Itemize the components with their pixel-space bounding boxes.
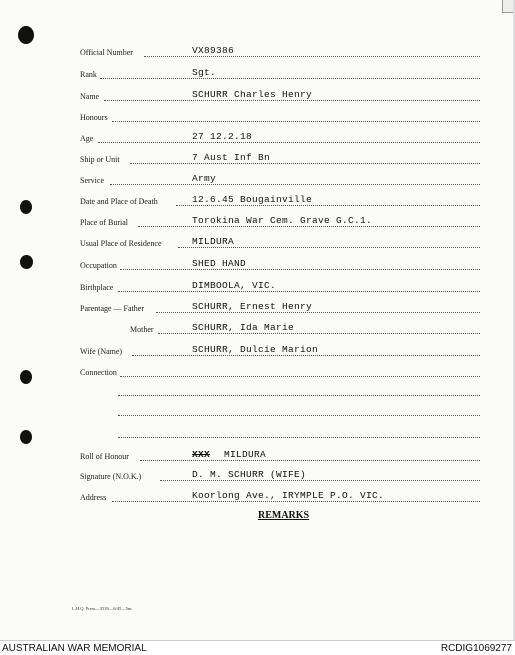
page-corner [502, 0, 513, 13]
remarks-heading: REMARKS [258, 510, 310, 521]
value-wife: SCHURR, Dulcie Marion [192, 344, 319, 355]
label-occupation: Occupation [80, 261, 117, 270]
footer-institution: AUSTRALIAN WAR MEMORIAL [2, 643, 147, 654]
value-name: SCHURR Charles Henry [192, 89, 313, 100]
dotted-line [178, 247, 480, 248]
footer-record-id: RCDIG1069277 [440, 643, 512, 654]
label-rank: Rank [80, 70, 97, 79]
value-age: 27 12.2.18 [192, 131, 253, 142]
label-name: Name [80, 92, 100, 101]
dotted-line [98, 142, 480, 143]
label-connection: Connection [80, 368, 117, 377]
value-roll-struck: XXX [192, 449, 211, 460]
dotted-line [158, 333, 480, 334]
value-service: Army [192, 173, 217, 184]
dotted-line [118, 395, 480, 396]
label-official-number: Official Number [80, 48, 133, 57]
dotted-line [118, 415, 480, 416]
value-signature: D. M. SCHURR (WIFE) [192, 469, 307, 480]
printer-imprint: L.H.Q. Press—3539—6/45—5m. [72, 606, 133, 611]
dotted-line [120, 269, 480, 270]
punch-hole [20, 200, 32, 214]
dotted-line [110, 184, 480, 185]
value-parentage-father: SCHURR, Ernest Henry [192, 301, 313, 312]
value-parentage-mother: SCHURR, Ida Marie [192, 322, 295, 333]
dotted-line [118, 437, 480, 438]
label-address: Address [80, 493, 107, 502]
value-occupation: SHED HAND [192, 258, 247, 269]
punch-hole [20, 370, 32, 384]
punch-hole [20, 255, 33, 269]
value-rank: Sgt. [192, 67, 217, 78]
value-place-of-burial: Torokina War Cem. Grave G.C.1. [192, 215, 373, 226]
dotted-line [144, 56, 480, 57]
value-usual-residence: MILDURA [192, 236, 235, 247]
value-birthplace: DIMBOOLA, VIC. [192, 280, 277, 291]
archive-footer [0, 640, 515, 655]
dotted-line [120, 376, 480, 377]
label-honours: Honours [80, 113, 108, 122]
value-official-number: VX89386 [192, 45, 235, 56]
dotted-line [100, 78, 480, 79]
label-place-of-burial: Place of Burial [80, 218, 128, 227]
dotted-line [160, 480, 480, 481]
label-ship-or-unit: Ship or Unit [80, 155, 120, 164]
dotted-line [138, 226, 480, 227]
label-parentage-father: Parentage — Father [80, 304, 144, 313]
dotted-line [140, 460, 480, 461]
punch-hole [20, 430, 32, 444]
label-date-place-death: Date and Place of Death [80, 197, 158, 206]
value-date-place-death: 12.6.45 Bougainville [192, 194, 313, 205]
dotted-line [156, 312, 480, 313]
dotted-line [130, 163, 480, 164]
value-roll-of-honour: MILDURA [224, 449, 267, 460]
label-wife: Wife (Name) [80, 347, 123, 356]
label-service: Service [80, 176, 104, 185]
label-age: Age [80, 134, 94, 143]
label-birthplace: Birthplace [80, 283, 114, 292]
dotted-line [118, 291, 480, 292]
dotted-line [112, 121, 480, 122]
punch-hole [18, 26, 34, 44]
dotted-line [104, 100, 480, 101]
dotted-line [176, 205, 480, 206]
label-parentage-mother: Mother [130, 325, 154, 334]
dotted-line [112, 501, 480, 502]
label-signature: Signature (N.O.K.) [80, 472, 142, 481]
label-usual-residence: Usual Place of Residence [80, 239, 162, 248]
label-roll-of-honour: Roll of Honour [80, 452, 129, 461]
value-ship-or-unit: 7 Aust Inf Bn [192, 152, 271, 163]
value-address: Koorlong Ave., IRYMPLE P.O. VIC. [192, 490, 385, 501]
dotted-line [132, 355, 480, 356]
